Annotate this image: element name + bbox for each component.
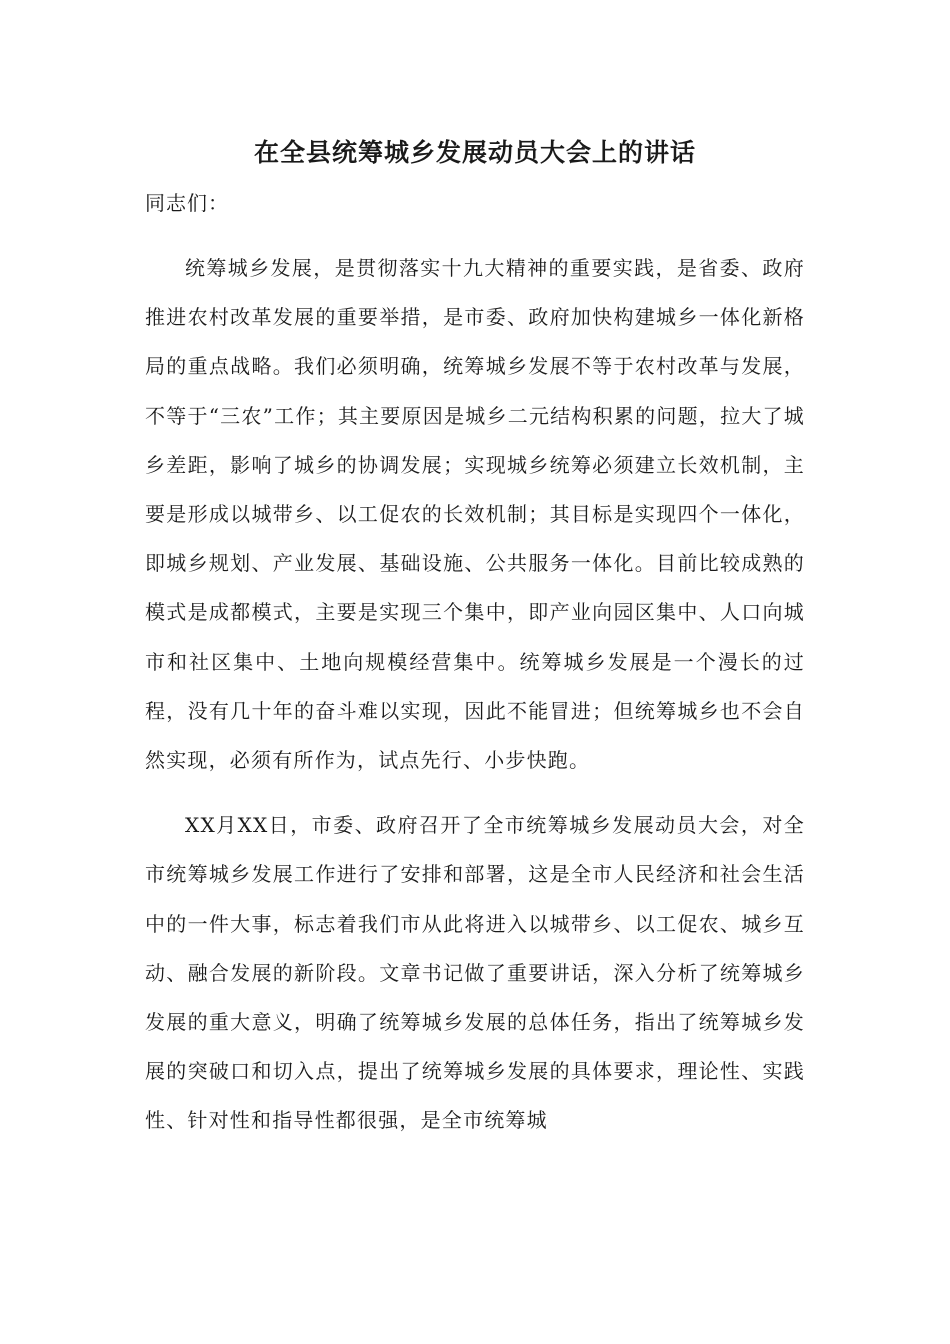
paragraph-2: XX月XX日，市委、政府召开了全市统筹城乡发展动员大会，对全市统筹城乡发展工作进行了安排和部署，这是全市人民经济和社会生活中的一件大事，标志着我们市从此将进入以城带乡、以工促农、城乡互动、融合发展的新阶段。文章书记做了重要讲话，深入分析了统筹城乡发展的重大意义，明确了统筹城乡发展的总体任务，指出了统筹城乡发展的突破口和切入点，提出了统筹城乡发展的具体要求，理论性、实践性、针对性和指导性都很强，是全市统筹城 [145, 813, 805, 1133]
document-title: 在全县统筹城乡发展动员大会上的讲话 [253, 138, 696, 167]
document-body [145, 133, 805, 1145]
salutation: 同志们： [145, 191, 229, 215]
paragraph-1: 统筹城乡发展，是贯彻落实十九大精神的重要实践，是省委、政府推进农村改革发展的重要举措，是市委、政府加快构建城乡一体化新格局的重点战略。我们必须明确，统筹城乡发展不等于农村改革与发展，不等于“三农”工作；其主要原因是城乡二元结构积累的问题，拉大了城乡差距，影响了城乡的协调发展；实现城乡统筹必须建立长效机制，主要是形成以城带乡、以工促农的长效机制；其目标是实现四个一体化，即城乡规划、产业发展、基础设施、公共服务一体化。目前比较成熟的模式是成都模式，主要是实现三个集中，即产业向园区集中、人口向城市和社区集中、土地向规模经营集中。统筹城乡发展是一个漫长的过程，没有几十年的奋斗难以实现，因此不能冒进；但统筹城乡也不会自然实现，必须有所作为，试点先行、小步快跑。 [145, 256, 805, 773]
